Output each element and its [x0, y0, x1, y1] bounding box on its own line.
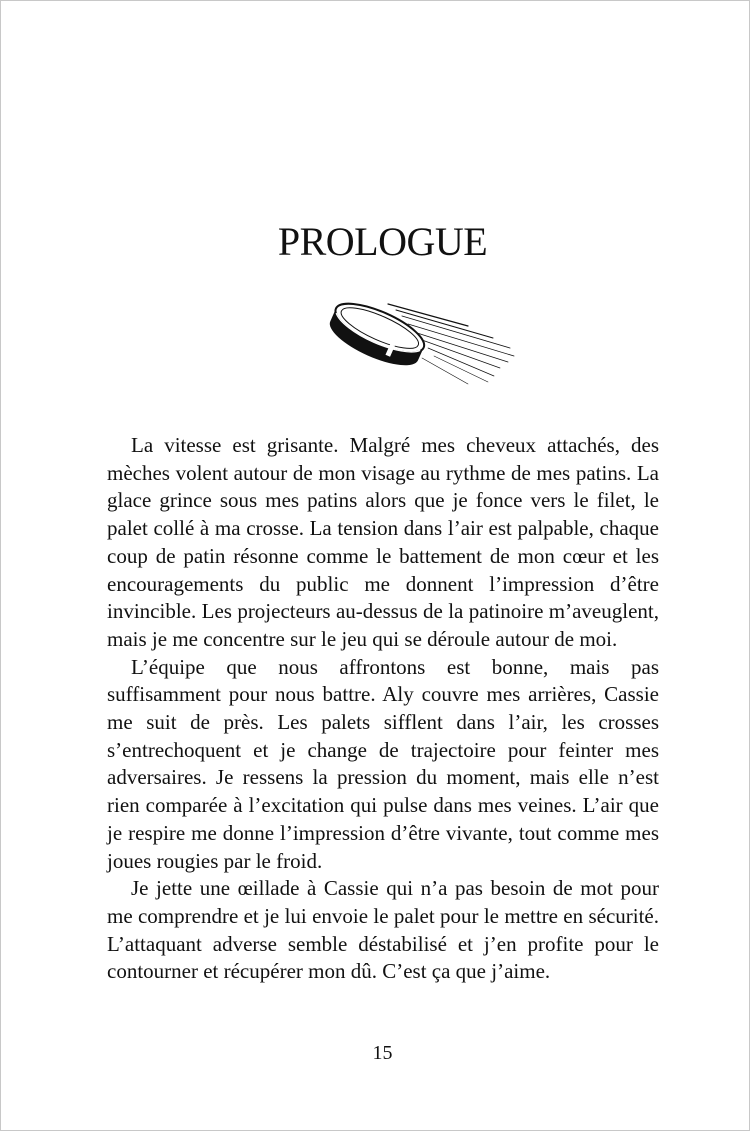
- paragraph: La vitesse est grisante. Malgré mes cheveux attachés, des mèches volent autour de mon visage au rythme de mes patins. La glace grince sous mes patins alors que je fonce vers le filet, le palet collé à ma crosse. La tension dans l’air est palpable, chaque coup de patin résonne comme le battement de mon cœur et les encouragements du public me donnent l’impression d’être invincible. Les projecteurs au-dessus de la patinoire m’aveuglent, mais je me concentre sur le jeu qui se déroule autour de moi.: [107, 433, 659, 651]
- prologue-body: [107, 432, 659, 986]
- page-number: 15: [372, 1042, 393, 1064]
- paragraph: Je jette une œillade à Cassie qui n’a pas besoin de mot pour me comprendre et je lui envoie le palet pour le mettre en sécurité. L’attaquant adverse semble déstabilisé et j’en profite pour le contourner et récupérer mon dû. C’est ça que j’aime.: [107, 876, 659, 984]
- chapter-title: PROLOGUE: [277, 219, 488, 264]
- hockey-puck-icon: [318, 296, 518, 388]
- paragraph: L’équipe que nous affrontons est bonne, mais pas suffisamment pour nous battre. Aly couvre mes arrières, Cassie me suit de près. Les palets sifflent dans l’air, les crosses s’entrechoquent et je change de trajectoire pour feinter mes adversaires. Je ressens la pression du moment, mais elle n’est rien comparée à l’excitation qui pulse dans mes veines. L’air que je respire me donne l’impression d’être vivante, tout comme mes joues rougies par le froid.: [107, 654, 659, 873]
